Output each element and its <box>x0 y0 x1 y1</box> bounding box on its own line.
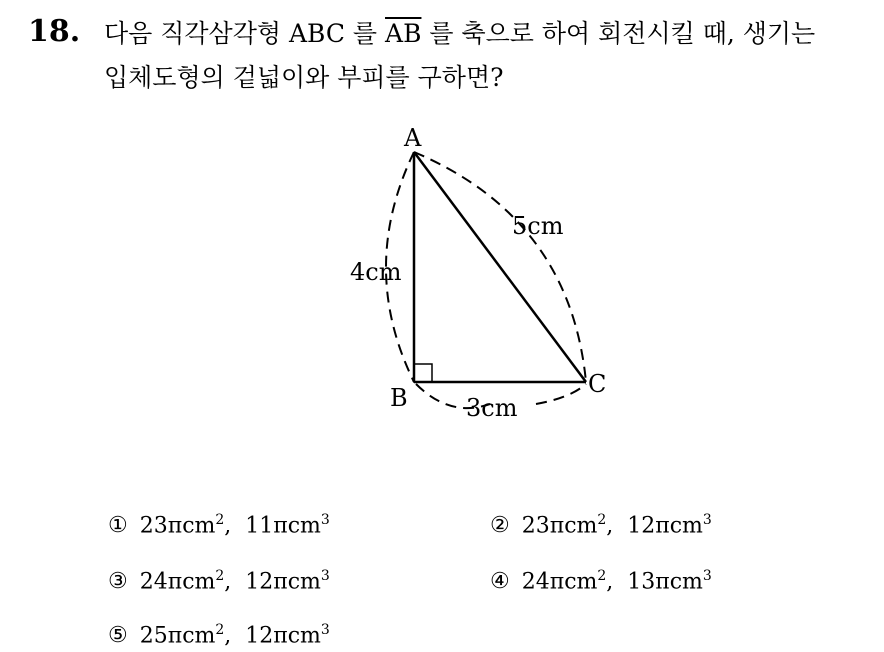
choice-2-volume-exp: 3 <box>702 512 712 528</box>
choice-5-volume: 12πcm <box>245 623 321 649</box>
choice-2-area-exp: 2 <box>597 512 607 528</box>
choice-3-mark: ③ <box>108 569 128 595</box>
choice-5-volume-exp: 3 <box>320 622 330 638</box>
choice-4-area-exp: 2 <box>597 568 607 584</box>
choice-1-area-exp: 2 <box>215 512 225 528</box>
choice-2-volume: 12πcm <box>627 513 703 539</box>
choice-4-volume: 13πcm <box>627 569 703 595</box>
length-ab-label: 4cm <box>350 258 402 286</box>
choice-5-sep: , <box>224 623 246 649</box>
question-text-post: 를 축으로 하여 회전시킬 때, 생기는 <box>421 19 816 48</box>
vertex-a-label: A <box>404 124 422 152</box>
choice-4-sep: , <box>606 569 628 595</box>
length-ac-label: 5cm <box>512 212 564 240</box>
choice-4-mark: ④ <box>490 569 510 595</box>
choice-1-volume-exp: 3 <box>320 512 330 528</box>
choice-3-volume-exp: 3 <box>320 568 330 584</box>
choice-3-sep: , <box>224 569 246 595</box>
choice-3-volume: 12πcm <box>245 569 321 595</box>
choice-2[interactable] <box>490 512 712 538</box>
choice-5[interactable] <box>108 622 330 648</box>
choice-1-mark: ① <box>108 513 128 539</box>
choice-3[interactable] <box>108 568 330 594</box>
choice-3-area: 24πcm <box>139 569 216 595</box>
choice-4-volume-exp: 3 <box>702 568 712 584</box>
choice-1-sep: , <box>224 513 246 539</box>
choice-3-area-exp: 2 <box>215 568 225 584</box>
choice-1-area: 23πcm <box>139 513 216 539</box>
choice-5-area: 25πcm <box>139 623 216 649</box>
choice-2-area: 23πcm <box>521 513 598 539</box>
choice-2-sep: , <box>606 513 628 539</box>
choice-5-area-exp: 2 <box>215 622 225 638</box>
segment-ab-label: $\overline{AB}$ <box>385 19 422 48</box>
choice-4-area: 24πcm <box>521 569 598 595</box>
choice-1[interactable] <box>108 512 330 538</box>
choice-2-mark: ② <box>490 513 510 539</box>
question-number: 18. <box>28 14 81 49</box>
length-bc-label: 3cm <box>466 394 518 422</box>
question-text-pre: 다음 직각삼각형 ABC 를 <box>104 19 386 48</box>
vertex-c-label: C <box>588 370 607 398</box>
vertex-b-label: B <box>390 384 408 412</box>
choice-5-mark: ⑤ <box>108 623 128 649</box>
choice-1-volume: 11πcm <box>245 513 321 539</box>
question-text-line2: 입체도형의 겉넓이와 부피를 구하면? <box>104 63 504 92</box>
choice-4[interactable] <box>490 568 712 594</box>
